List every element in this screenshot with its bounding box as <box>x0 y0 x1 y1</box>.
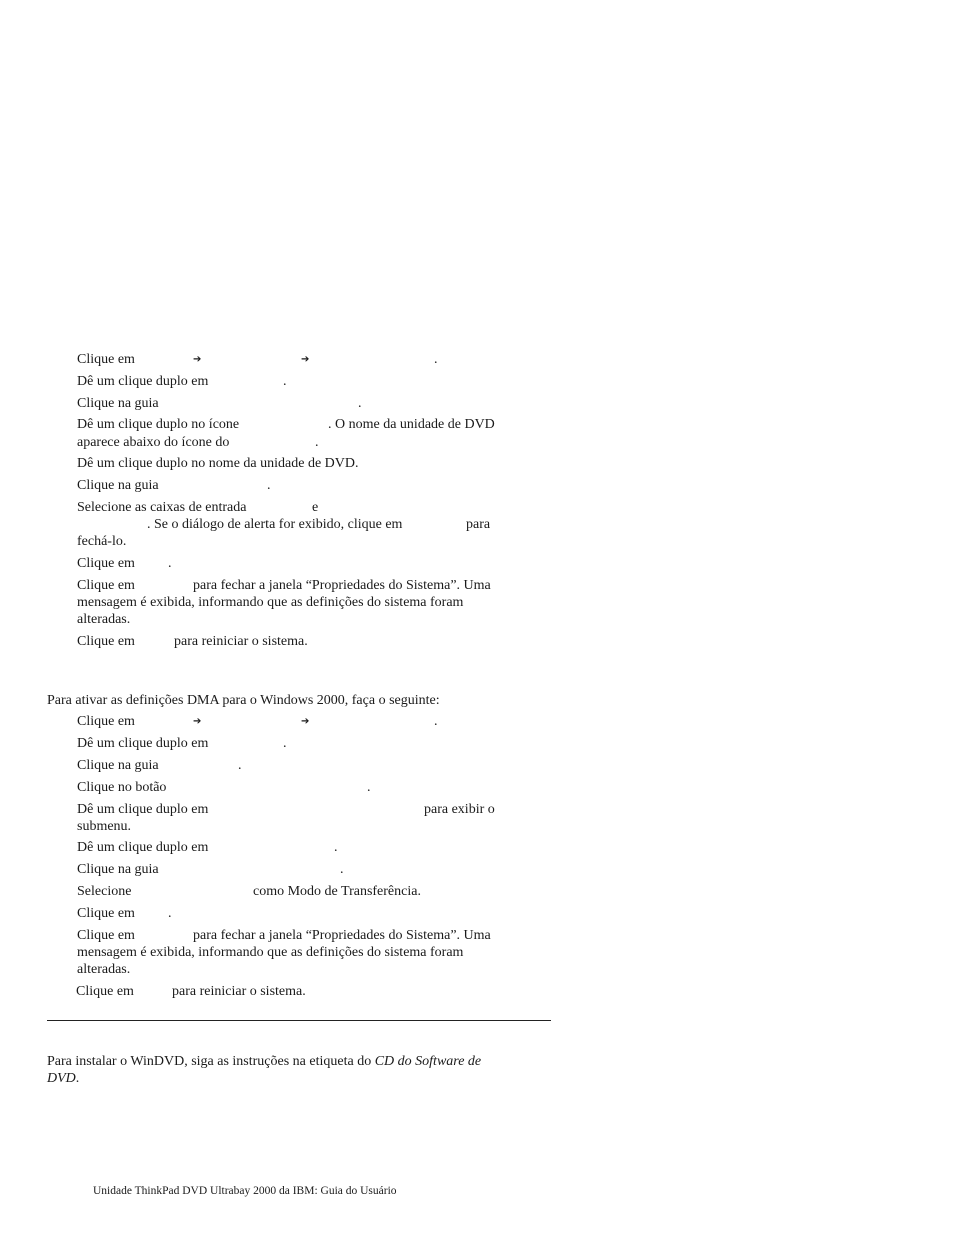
step-text: . Se o diálogo de alerta for exibido, clique em <box>147 517 403 532</box>
step-text: . O nome da unidade de DVD <box>328 417 495 432</box>
cd-title-italic: DVD <box>47 1071 76 1086</box>
step-text: . <box>358 396 362 411</box>
step-text: Clique em <box>77 578 135 593</box>
section-divider <box>47 1020 551 1021</box>
step-text: Clique em <box>77 556 135 571</box>
step-text: . <box>434 714 438 729</box>
step-text: para reiniciar o sistema. <box>172 984 306 999</box>
step-text: Clique em <box>77 352 135 367</box>
step-text: Clique em <box>77 634 135 649</box>
step-text: Clique na guia <box>77 758 159 773</box>
step-text: como Modo de Transferência. <box>253 884 421 899</box>
arrow-icon: ➔ <box>301 716 310 727</box>
page-footer: Unidade ThinkPad DVD Ultrabay 2000 da IBM: Guia do Usuário <box>93 1185 397 1197</box>
step-text: Selecione as caixas de entrada <box>77 500 247 515</box>
step-text: . <box>334 840 338 855</box>
step-text: para fechar a janela “Propriedades do Sistema”. Uma <box>193 928 491 943</box>
section-2-intro: Para ativar as definições DMA para o Windows 2000, faça o seguinte: <box>47 693 440 708</box>
step-text: . <box>315 435 319 450</box>
step-text: para reiniciar o sistema. <box>174 634 308 649</box>
paragraph-line <box>47 1070 79 1087</box>
step-text: . <box>168 906 172 921</box>
paragraph-text: . <box>75 1071 80 1086</box>
step-text: Dê um clique duplo no nome da unidade de DVD. <box>77 456 359 471</box>
step-text: Dê um clique duplo no ícone <box>77 417 240 432</box>
step-text: e <box>312 500 319 515</box>
step-text: aparece abaixo do ícone do <box>77 435 230 450</box>
step-text: . <box>434 352 438 367</box>
arrow-icon: ➔ <box>193 716 202 727</box>
step-text: fechá-lo. <box>77 534 127 549</box>
step-text: para exibir o <box>424 802 495 817</box>
step-text: Clique na guia <box>77 478 159 493</box>
step-text: mensagem é exibida, informando que as definições do sistema foram <box>77 595 464 610</box>
step-text: Clique em <box>76 984 134 999</box>
step-text: . <box>267 478 271 493</box>
paragraph-line <box>47 1053 481 1070</box>
paragraph-text: Para instalar o WinDVD, siga as instruções na etiqueta do <box>47 1054 375 1069</box>
step-text: . <box>340 862 344 877</box>
step-text: Dê um clique duplo em <box>77 736 209 751</box>
cd-title-italic: CD do Software de <box>374 1054 482 1069</box>
step-text: Dê um clique duplo em <box>77 840 209 855</box>
step-text: Dê um clique duplo em <box>77 802 209 817</box>
step-text: Clique em <box>77 714 135 729</box>
step-text: Dê um clique duplo em <box>77 374 209 389</box>
arrow-icon: ➔ <box>301 354 310 365</box>
step-text: Clique no botão <box>77 780 167 795</box>
step-text: . <box>168 556 172 571</box>
step-text: . <box>238 758 242 773</box>
step-text: . <box>367 780 371 795</box>
step-text: Clique na guia <box>77 396 159 411</box>
step-text: . <box>283 736 287 751</box>
step-text: para fechar a janela “Propriedades do Sistema”. Uma <box>193 578 491 593</box>
step-text: mensagem é exibida, informando que as definições do sistema foram <box>77 945 464 960</box>
step-text: alteradas. <box>77 612 131 627</box>
step-text: Selecione <box>77 884 132 899</box>
step-text: Clique em <box>77 906 135 921</box>
step-text: submenu. <box>77 819 132 834</box>
step-text: para <box>466 517 491 532</box>
step-text: alteradas. <box>77 962 131 977</box>
step-text: Clique em <box>77 928 135 943</box>
arrow-icon: ➔ <box>193 354 202 365</box>
step-text: Clique na guia <box>77 862 159 877</box>
step-text: . <box>283 374 287 389</box>
